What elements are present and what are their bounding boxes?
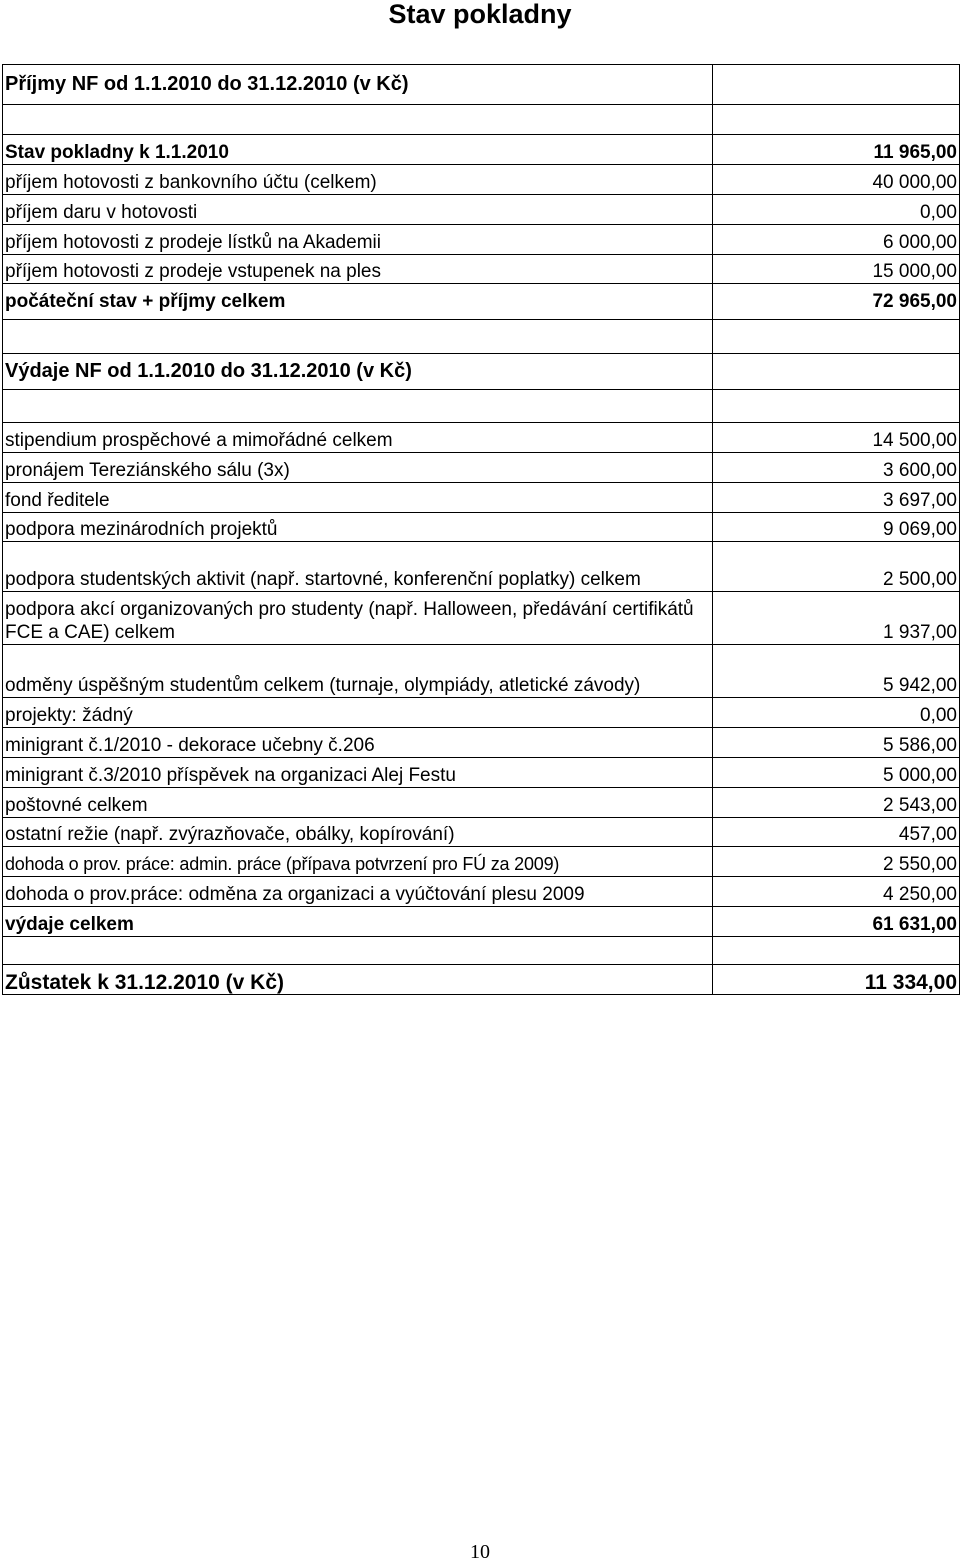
expense-amount: 5 000,00: [713, 758, 960, 788]
income-row: [3, 225, 960, 255]
cash-ledger-table: [2, 64, 960, 995]
expense-row: [3, 592, 960, 645]
expense-row: [3, 483, 960, 513]
expense-row: [3, 788, 960, 818]
spacer-row: [3, 390, 960, 423]
income-row: [3, 255, 960, 284]
expense-label: ostatní režie (např. zvýrazňovače, obálky, kopírování): [3, 818, 713, 847]
expense-amount: 2 550,00: [713, 847, 960, 877]
expense-amount: 14 500,00: [713, 423, 960, 453]
final-balance-amount: 11 334,00: [713, 965, 960, 995]
empty-cell: [713, 390, 960, 423]
page-title: Stav pokladny: [388, 0, 572, 29]
expense-label: podpora akcí organizovaných pro studenty (např. Halloween, předávání certifikátů FCE a CAE) celkem: [3, 592, 713, 645]
expense-row: [3, 728, 960, 758]
expense-row: [3, 513, 960, 542]
empty-cell: [713, 65, 960, 105]
empty-cell: [3, 937, 713, 965]
expense-row: [3, 818, 960, 847]
expense-label: fond ředitele: [3, 483, 713, 513]
income-label: příjem daru v hotovosti: [3, 195, 713, 225]
expense-amount: 3 600,00: [713, 453, 960, 483]
expense-row: [3, 877, 960, 907]
expense-amount: 457,00: [713, 818, 960, 847]
expense-amount: 0,00: [713, 698, 960, 728]
final-balance-label: Zůstatek k 31.12.2010 (v Kč): [3, 965, 713, 995]
expense-row: [3, 423, 960, 453]
spacer-row: [3, 937, 960, 965]
expense-label: dohoda o prov. práce: admin. práce (přípava potvrzení pro FÚ za 2009): [3, 847, 713, 877]
income-amount: 15 000,00: [713, 255, 960, 284]
income-row: [3, 195, 960, 225]
expenses-heading-row: [3, 354, 960, 390]
empty-cell: [3, 390, 713, 423]
spacer-row: [3, 320, 960, 354]
expense-row: [3, 542, 960, 592]
spacer-row: [3, 105, 960, 135]
expense-row: [3, 758, 960, 788]
expense-row: [3, 453, 960, 483]
expense-amount: 4 250,00: [713, 877, 960, 907]
opening-balance-row: [3, 135, 960, 165]
expense-label: projekty: žádný: [3, 698, 713, 728]
income-total-row: [3, 284, 960, 320]
opening-balance-amount: 11 965,00: [713, 135, 960, 165]
expense-label: minigrant č.3/2010 příspěvek na organizaci Alej Festu: [3, 758, 713, 788]
expense-label: stipendium prospěchové a mimořádné celkem: [3, 423, 713, 453]
expense-amount: 2 500,00: [713, 542, 960, 592]
expense-amount: 9 069,00: [713, 513, 960, 542]
empty-cell: [3, 105, 713, 135]
income-label: příjem hotovosti z prodeje vstupenek na ples: [3, 255, 713, 284]
empty-cell: [713, 105, 960, 135]
income-total-amount: 72 965,00: [713, 284, 960, 320]
income-heading: Příjmy NF od 1.1.2010 do 31.12.2010 (v Kč): [3, 65, 713, 105]
empty-cell: [713, 320, 960, 354]
empty-cell: [713, 354, 960, 390]
income-total-label: počáteční stav + příjmy celkem: [3, 284, 713, 320]
empty-cell: [713, 937, 960, 965]
expense-amount: 5 942,00: [713, 645, 960, 698]
income-heading-row: [3, 65, 960, 105]
expense-label: odměny úspěšným studentům celkem (turnaje, olympiády, atletické závody): [3, 645, 713, 698]
expense-amount: 3 697,00: [713, 483, 960, 513]
expenses-heading: Výdaje NF od 1.1.2010 do 31.12.2010 (v Kč): [3, 354, 713, 390]
expense-label: minigrant č.1/2010 - dekorace učebny č.206: [3, 728, 713, 758]
opening-balance-label: Stav pokladny k 1.1.2010: [3, 135, 713, 165]
income-amount: 40 000,00: [713, 165, 960, 195]
income-amount: 0,00: [713, 195, 960, 225]
expense-label: poštovné celkem: [3, 788, 713, 818]
expense-row: [3, 847, 960, 877]
expense-amount: 2 543,00: [713, 788, 960, 818]
expense-label: podpora mezinárodních projektů: [3, 513, 713, 542]
expense-amount: 5 586,00: [713, 728, 960, 758]
expenses-total-row: [3, 907, 960, 937]
expense-label: pronájem Tereziánského sálu (3x): [3, 453, 713, 483]
empty-cell: [3, 320, 713, 354]
income-amount: 6 000,00: [713, 225, 960, 255]
income-label: příjem hotovosti z prodeje lístků na Akademii: [3, 225, 713, 255]
expense-row: [3, 698, 960, 728]
page-number: 10: [470, 1541, 490, 1563]
expense-label: podpora studentských aktivit (např. startovné, konferenční poplatky) celkem: [3, 542, 713, 592]
income-label: příjem hotovosti z bankovního účtu (celkem): [3, 165, 713, 195]
expense-label: dohoda o prov.práce: odměna za organizaci a vyúčtování plesu 2009: [3, 877, 713, 907]
expense-amount: 1 937,00: [713, 592, 960, 645]
expense-row: [3, 645, 960, 698]
income-row: [3, 165, 960, 195]
expenses-total-amount: 61 631,00: [713, 907, 960, 937]
expenses-total-label: výdaje celkem: [3, 907, 713, 937]
final-balance-row: [3, 965, 960, 995]
